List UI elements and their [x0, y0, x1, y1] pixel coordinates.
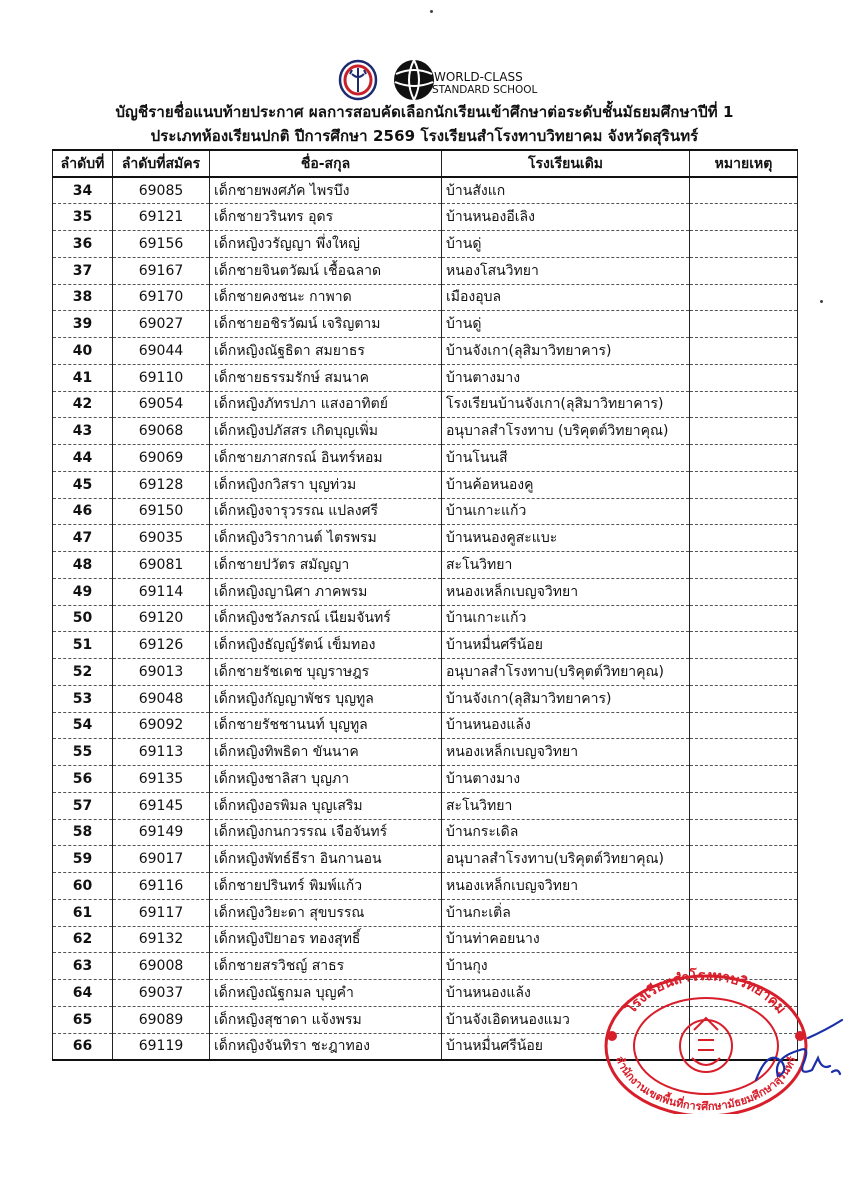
student-name-cell: เด็กหญิงจารุวรรณ แปลงศรี	[210, 498, 442, 525]
table-row	[53, 605, 798, 632]
student-list-table	[52, 149, 798, 1061]
former-school-cell: บ้านจังเกา(ลุสิมาวิทยาคาร)	[442, 685, 690, 712]
former-school-cell: บ้านหมื่นศรีน้อย	[442, 1033, 690, 1060]
remarks-cell	[690, 284, 798, 311]
student-name-cell: เด็กชายรัชเดช บุญราษฎร	[210, 659, 442, 686]
table-row	[53, 899, 798, 926]
table-row	[53, 685, 798, 712]
former-school-cell: อนุบาลสำโรงทาบ (บริคุตต์วิทยาคุณ)	[442, 418, 690, 445]
order-cell: 46	[53, 498, 113, 525]
order-cell: 40	[53, 338, 113, 365]
order-cell: 59	[53, 846, 113, 873]
student-name-cell: เด็กชายจินตวัฒน์ เชื้อฉลาด	[210, 257, 442, 284]
remarks-cell	[690, 418, 798, 445]
application-no-cell: 69170	[113, 284, 210, 311]
table-row	[53, 391, 798, 418]
order-cell: 66	[53, 1033, 113, 1060]
application-no-cell: 69081	[113, 552, 210, 579]
former-school-cell: บ้านหนองแล้ง	[442, 712, 690, 739]
order-cell: 38	[53, 284, 113, 311]
table-row	[53, 632, 798, 659]
table-row	[53, 471, 798, 498]
school-logos	[334, 58, 538, 102]
remarks-cell	[690, 926, 798, 953]
former-school-cell: บ้านค้อหนองคู	[442, 471, 690, 498]
order-cell: 37	[53, 257, 113, 284]
student-name-cell: เด็กชายปรินทร์ พิมพ์แก้ว	[210, 873, 442, 900]
order-cell: 52	[53, 659, 113, 686]
order-cell: 49	[53, 578, 113, 605]
remarks-cell	[690, 391, 798, 418]
col-header-order: ลำดับที่	[53, 150, 113, 177]
remarks-cell	[690, 231, 798, 258]
order-cell: 61	[53, 899, 113, 926]
order-cell: 57	[53, 792, 113, 819]
application-no-cell: 69149	[113, 819, 210, 846]
remarks-cell	[690, 873, 798, 900]
application-no-cell: 69132	[113, 926, 210, 953]
page-title-line1: บัญชีรายชื่อแนบท้ายประกาศ ผลการสอบคัดเลือกนักเรียนเข้าศึกษาต่อระดับชั้นมัธยมศึกษาปีที่ 1	[115, 103, 734, 121]
student-name-cell: เด็กชายสรวิชญ์ สาธร	[210, 953, 442, 980]
student-name-cell: เด็กหญิงกัญญาพัชร บุญทูล	[210, 685, 442, 712]
student-name-cell: เด็กชายรัชชานนท์ บุญทูล	[210, 712, 442, 739]
remarks-cell	[690, 712, 798, 739]
order-cell: 62	[53, 926, 113, 953]
former-school-cell: บ้านหนองอีเลิง	[442, 204, 690, 231]
order-cell: 63	[53, 953, 113, 980]
remarks-cell	[690, 659, 798, 686]
application-no-cell: 69113	[113, 739, 210, 766]
application-no-cell: 69116	[113, 873, 210, 900]
order-cell: 54	[53, 712, 113, 739]
remarks-cell	[690, 792, 798, 819]
student-name-cell: เด็กหญิงทิพธิดา ขันนาค	[210, 739, 442, 766]
application-no-cell: 69089	[113, 1006, 210, 1033]
table-row	[53, 204, 798, 231]
table-row	[53, 873, 798, 900]
former-school-cell: หนองเหล็กเบญจวิทยา	[442, 739, 690, 766]
application-no-cell: 69120	[113, 605, 210, 632]
student-name-cell: เด็กหญิงภัทรปภา แสงอาทิตย์	[210, 391, 442, 418]
student-name-cell: เด็กหญิงปภัสสร เกิดบุญเพิ่ม	[210, 418, 442, 445]
former-school-cell: บ้านดู่	[442, 311, 690, 338]
world-class-globe-icon	[394, 60, 434, 100]
remarks-cell	[690, 685, 798, 712]
table-row	[53, 712, 798, 739]
former-school-cell: บ้านหมื่นศรีน้อย	[442, 632, 690, 659]
application-no-cell: 69044	[113, 338, 210, 365]
student-name-cell: เด็กชายธรรมรักษ์ สมนาค	[210, 364, 442, 391]
signature	[748, 1018, 846, 1094]
order-cell: 47	[53, 525, 113, 552]
remarks-cell	[690, 445, 798, 472]
table-row	[53, 177, 798, 204]
student-name-cell: เด็กหญิงณัฐธิดา สมยาธร	[210, 338, 442, 365]
application-no-cell: 69114	[113, 578, 210, 605]
remarks-cell	[690, 739, 798, 766]
former-school-cell: บ้านกุง	[442, 953, 690, 980]
former-school-cell: อนุบาลสำโรงทาบ(บริคุตต์วิทยาคุณ)	[442, 659, 690, 686]
former-school-cell: บ้านท่าคอยนาง	[442, 926, 690, 953]
table-row	[53, 445, 798, 472]
order-cell: 41	[53, 364, 113, 391]
svg-text:WORLD-CLASS: WORLD-CLASS	[434, 70, 523, 84]
order-cell: 60	[53, 873, 113, 900]
table-row	[53, 498, 798, 525]
order-cell: 35	[53, 204, 113, 231]
remarks-cell	[690, 498, 798, 525]
former-school-cell: บ้านเกาะแก้ว	[442, 498, 690, 525]
table-row	[53, 311, 798, 338]
student-name-cell: เด็กหญิงกวิสรา บุญท่วม	[210, 471, 442, 498]
table-row	[53, 739, 798, 766]
application-no-cell: 69037	[113, 980, 210, 1007]
application-no-cell: 69145	[113, 792, 210, 819]
former-school-cell: บ้านดู่	[442, 231, 690, 258]
student-name-cell: เด็กชายคงชนะ กาพาด	[210, 284, 442, 311]
order-cell: 65	[53, 1006, 113, 1033]
school-emblem-icon	[340, 61, 376, 99]
remarks-cell	[690, 525, 798, 552]
former-school-cell: บ้านโนนสี	[442, 445, 690, 472]
student-name-cell: เด็กหญิงณัฐกมล บุญคำ	[210, 980, 442, 1007]
remarks-cell	[690, 632, 798, 659]
application-no-cell: 69085	[113, 177, 210, 204]
application-no-cell: 69017	[113, 846, 210, 873]
application-no-cell: 69008	[113, 953, 210, 980]
order-cell: 58	[53, 819, 113, 846]
table-row	[53, 284, 798, 311]
student-name-cell: เด็กหญิงธัญญ์รัตน์ เข็มทอง	[210, 632, 442, 659]
application-no-cell: 69117	[113, 899, 210, 926]
application-no-cell: 69013	[113, 659, 210, 686]
former-school-cell: บ้านจังเกา(ลุสิมาวิทยาคาร)	[442, 338, 690, 365]
student-name-cell: เด็กหญิงวรัญญา พึ่งใหญ่	[210, 231, 442, 258]
order-cell: 44	[53, 445, 113, 472]
application-no-cell: 69048	[113, 685, 210, 712]
order-cell: 50	[53, 605, 113, 632]
application-no-cell: 69110	[113, 364, 210, 391]
table-row	[53, 792, 798, 819]
former-school-cell: บ้านตางมาง	[442, 766, 690, 793]
remarks-cell	[690, 204, 798, 231]
remarks-cell	[690, 578, 798, 605]
former-school-cell: หนองเหล็กเบญจวิทยา	[442, 578, 690, 605]
col-header-name: ชื่อ-สกุล	[210, 150, 442, 177]
application-no-cell: 69128	[113, 471, 210, 498]
order-cell: 42	[53, 391, 113, 418]
svg-text:สำนักงานเขตพื้นที่การศึกษามัธย: สำนักงานเขตพื้นที่การศึกษามัธยมศึกษาสุรินทร์	[613, 1054, 799, 1114]
remarks-cell	[690, 552, 798, 579]
application-no-cell: 69126	[113, 632, 210, 659]
former-school-cell: อนุบาลสำโรงทาบ(บริคุตต์วิทยาคุณ)	[442, 846, 690, 873]
application-no-cell: 69092	[113, 712, 210, 739]
application-no-cell: 69156	[113, 231, 210, 258]
remarks-cell	[690, 846, 798, 873]
application-no-cell: 69054	[113, 391, 210, 418]
remarks-cell	[690, 338, 798, 365]
student-name-cell: เด็กหญิงวิยะดา สุขบรรณ	[210, 899, 442, 926]
application-no-cell: 69150	[113, 498, 210, 525]
student-name-cell: เด็กหญิงปิยาอร ทองสุทธิ์	[210, 926, 442, 953]
student-name-cell: เด็กหญิงจันทิรา ชะฎาทอง	[210, 1033, 442, 1060]
student-name-cell: เด็กชายวรินทร อุดร	[210, 204, 442, 231]
remarks-cell	[690, 471, 798, 498]
table-row	[53, 819, 798, 846]
student-name-cell: เด็กหญิงชาลิสา บุญภา	[210, 766, 442, 793]
student-name-cell: เด็กหญิงพัทธ์ธีรา อินกานอน	[210, 846, 442, 873]
table-row	[53, 846, 798, 873]
order-cell: 34	[53, 177, 113, 204]
former-school-cell: สะโนวิทยา	[442, 792, 690, 819]
former-school-cell: เมืองอุบล	[442, 284, 690, 311]
application-no-cell: 69135	[113, 766, 210, 793]
application-no-cell: 69119	[113, 1033, 210, 1060]
former-school-cell: โรงเรียนบ้านจังเกา(ลุสิมาวิทยาคาร)	[442, 391, 690, 418]
former-school-cell: บ้านจังเอิดหนองแมว	[442, 1006, 690, 1033]
application-no-cell: 69069	[113, 445, 210, 472]
application-no-cell: 69167	[113, 257, 210, 284]
student-name-cell: เด็กชายปวัตร สมัญญา	[210, 552, 442, 579]
former-school-cell: บ้านสังแก	[442, 177, 690, 204]
order-cell: 43	[53, 418, 113, 445]
remarks-cell	[690, 899, 798, 926]
scan-speck	[430, 10, 433, 13]
order-cell: 48	[53, 552, 113, 579]
table-row	[53, 552, 798, 579]
remarks-cell	[690, 177, 798, 204]
scan-speck	[820, 300, 823, 303]
table-row	[53, 766, 798, 793]
remarks-cell	[690, 311, 798, 338]
student-name-cell: เด็กหญิงชวัลภรณ์ เนียมจันทร์	[210, 605, 442, 632]
order-cell: 36	[53, 231, 113, 258]
remarks-cell	[690, 819, 798, 846]
order-cell: 53	[53, 685, 113, 712]
svg-text:STANDARD SCHOOL: STANDARD SCHOOL	[432, 84, 538, 96]
former-school-cell: หนองเหล็กเบญจวิทยา	[442, 873, 690, 900]
former-school-cell: บ้านหนองคูสะแบะ	[442, 525, 690, 552]
table-header-row	[53, 150, 798, 177]
student-name-cell: เด็กหญิงอรพิมล บุญเสริม	[210, 792, 442, 819]
former-school-cell: บ้านเกาะแก้ว	[442, 605, 690, 632]
former-school-cell: บ้านหนองแล้ง	[442, 980, 690, 1007]
table-row	[53, 525, 798, 552]
svg-text:โรงเรียนสำโรงทาบวิทยาคม: โรงเรียนสำโรงทาบวิทยาคม	[623, 967, 789, 1018]
remarks-cell	[690, 605, 798, 632]
col-header-remarks: หมายเหตุ	[690, 150, 798, 177]
former-school-cell: บ้านกะเติ่ล	[442, 899, 690, 926]
order-cell: 64	[53, 980, 113, 1007]
application-no-cell: 69121	[113, 204, 210, 231]
table-row	[53, 364, 798, 391]
application-no-cell: 69035	[113, 525, 210, 552]
table-row	[53, 257, 798, 284]
order-cell: 55	[53, 739, 113, 766]
student-name-cell: เด็กชายอชิรวัฒน์ เจริญตาม	[210, 311, 442, 338]
student-name-cell: เด็กชายภาสกรณ์ อินทร์หอม	[210, 445, 442, 472]
table-row	[53, 338, 798, 365]
order-cell: 51	[53, 632, 113, 659]
table-row	[53, 926, 798, 953]
former-school-cell: บ้านตางมาง	[442, 364, 690, 391]
col-header-former-school: โรงเรียนเดิม	[442, 150, 690, 177]
table-row	[53, 578, 798, 605]
application-no-cell: 69027	[113, 311, 210, 338]
table-row	[53, 231, 798, 258]
order-cell: 45	[53, 471, 113, 498]
remarks-cell	[690, 364, 798, 391]
student-name-cell: เด็กหญิงวิรากานต์ ไตรพรม	[210, 525, 442, 552]
former-school-cell: สะโนวิทยา	[442, 552, 690, 579]
student-name-cell: เด็กชายพงศภัค ไพรบึง	[210, 177, 442, 204]
former-school-cell: บ้านกระเดิล	[442, 819, 690, 846]
table-row	[53, 659, 798, 686]
application-no-cell: 69068	[113, 418, 210, 445]
student-name-cell: เด็กหญิงญานิศา ภาคพรม	[210, 578, 442, 605]
order-cell: 56	[53, 766, 113, 793]
order-cell: 39	[53, 311, 113, 338]
remarks-cell	[690, 766, 798, 793]
remarks-cell	[690, 257, 798, 284]
table-row	[53, 418, 798, 445]
student-name-cell: เด็กหญิงกนกวรรณ เจือจันทร์	[210, 819, 442, 846]
emblem-icon	[680, 1018, 732, 1072]
col-header-application-no: ลำดับที่สมัคร	[113, 150, 210, 177]
former-school-cell: หนองโสนวิทยา	[442, 257, 690, 284]
page-title-line2: ประเภทห้องเรียนปกติ ปีการศึกษา 2569 โรงเรียนสำโรงทาบวิทยาคม จังหวัดสุรินทร์	[150, 127, 699, 145]
student-name-cell: เด็กหญิงสุชาดา แจ้งพรม	[210, 1006, 442, 1033]
